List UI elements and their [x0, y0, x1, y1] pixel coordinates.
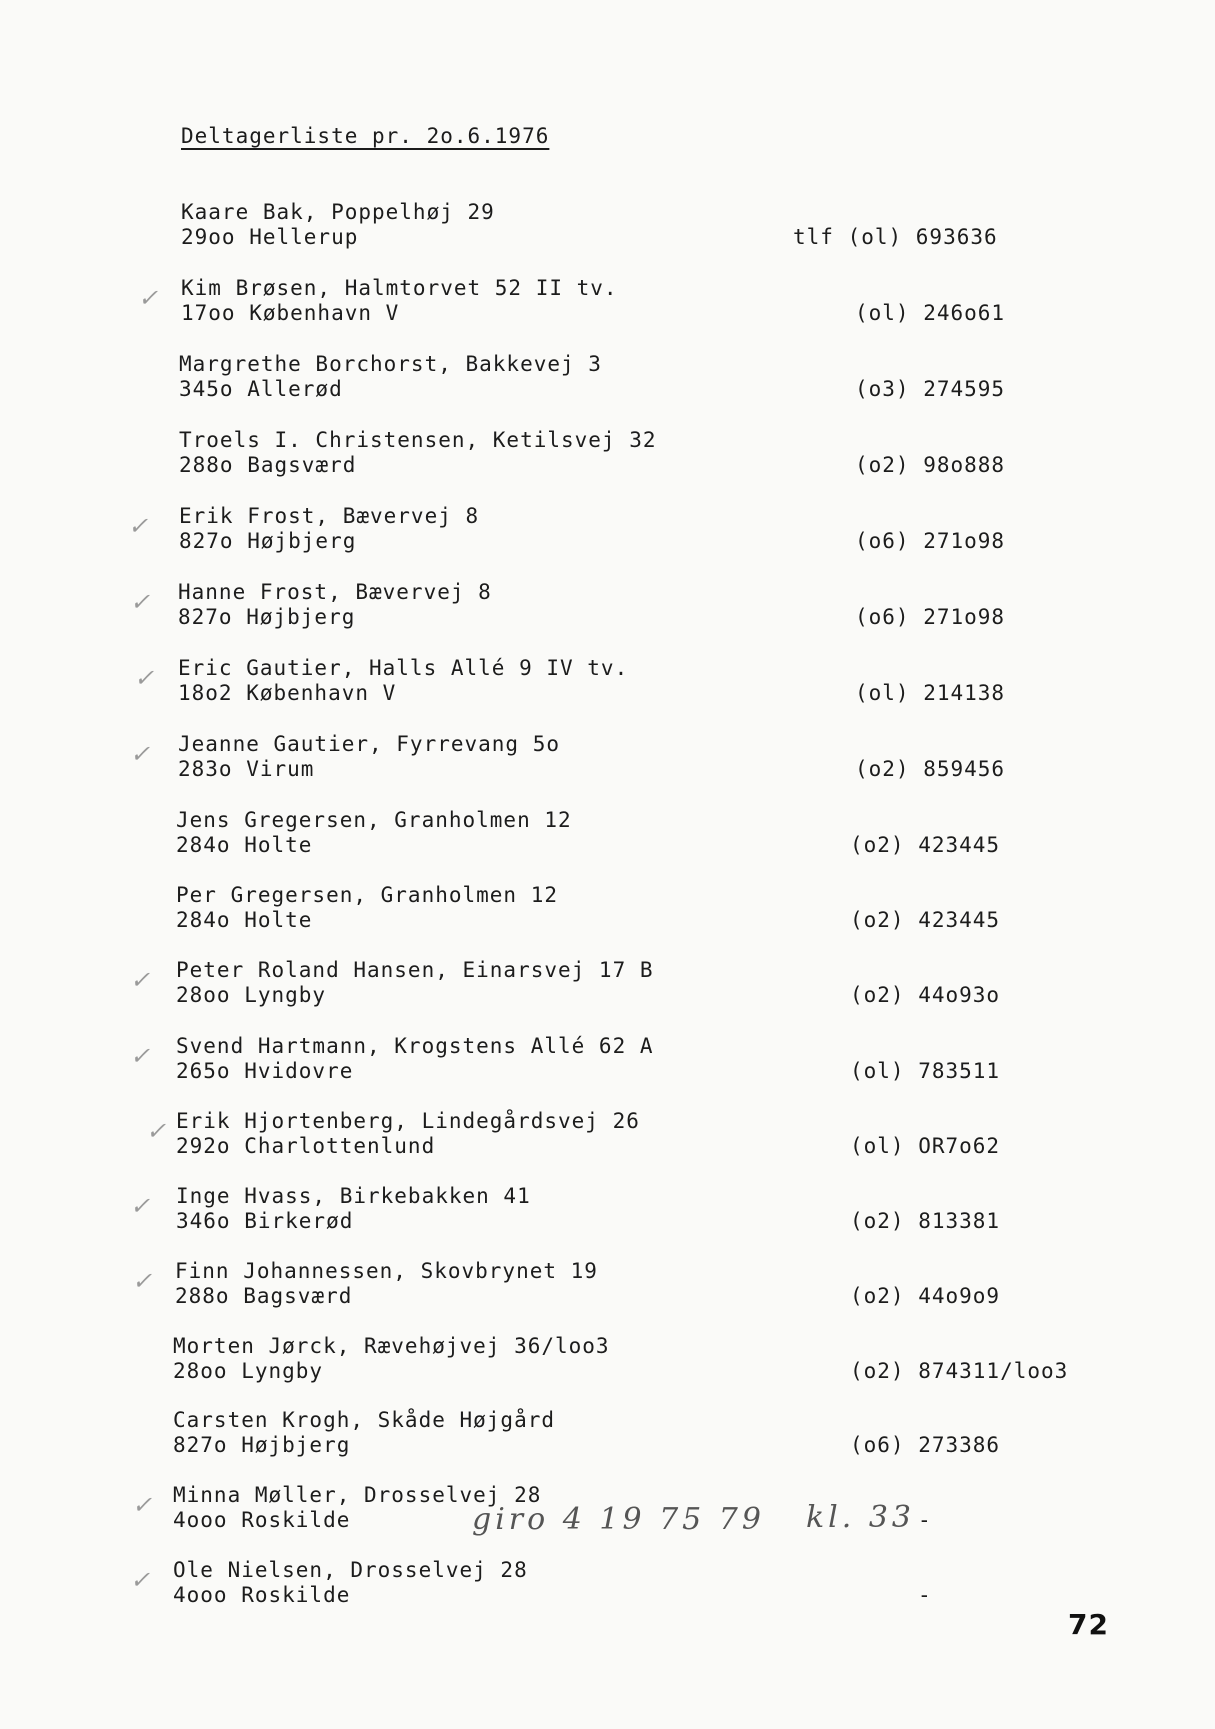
list-item [0, 428, 1215, 488]
participant-phone: (o3) 274595 [855, 377, 1006, 401]
check-mark-icon: ✓ [130, 1192, 151, 1220]
participant-phone: (o2) 98o888 [855, 453, 1006, 477]
participant-postal-city: 18o2 København V [178, 681, 397, 705]
participant-name-address: Minna Møller, Drosselvej 28 [173, 1483, 542, 1507]
participant-phone: (o2) 859456 [855, 757, 1006, 781]
participant-postal-city: 345o Allerød [179, 377, 343, 401]
participant-postal-city: 288o Bagsværd [179, 453, 357, 477]
participant-phone: - [918, 1508, 932, 1532]
participant-name-address: Carsten Krogh, Skåde Højgård [173, 1408, 556, 1432]
participant-postal-city: 28oo Lyngby [176, 983, 327, 1007]
participant-phone: tlf (ol) 693636 [793, 225, 998, 249]
participant-postal-city: 17oo København V [181, 301, 400, 325]
check-mark-icon: ✓ [128, 512, 149, 540]
list-item [0, 808, 1215, 868]
participant-phone: (o2) 813381 [850, 1209, 1001, 1233]
participant-name-address: Peter Roland Hansen, Einarsvej 17 B [176, 958, 654, 982]
participant-postal-city: 284o Holte [176, 908, 313, 932]
check-mark-icon: ✓ [130, 1566, 151, 1594]
participant-phone: (o2) 423445 [850, 833, 1001, 857]
check-mark-icon: ✓ [138, 284, 159, 312]
list-item [0, 504, 1215, 564]
participant-name-address: Svend Hartmann, Krogstens Allé 62 A [176, 1034, 654, 1058]
handwritten-giro-note: giro 4 19 75 79 [472, 1502, 765, 1537]
list-item [0, 1109, 1215, 1169]
participant-postal-city: 28oo Lyngby [173, 1359, 324, 1383]
list-item [0, 1334, 1215, 1394]
participant-name-address: Erik Frost, Bævervej 8 [179, 504, 480, 528]
participant-postal-city: 827o Højbjerg [178, 605, 356, 629]
list-item [0, 1558, 1215, 1618]
list-item [0, 656, 1215, 716]
participant-postal-city: 827o Højbjerg [179, 529, 357, 553]
list-item [0, 1184, 1215, 1244]
check-mark-icon: ✓ [146, 1117, 167, 1145]
participant-name-address: Erik Hjortenberg, Lindegårdsvej 26 [176, 1109, 640, 1133]
check-mark-icon: ✓ [134, 664, 155, 692]
participant-phone: - [918, 1583, 932, 1607]
participant-name-address: Kim Brøsen, Halmtorvet 52 II tv. [181, 276, 618, 300]
participant-phone: (ol) 246o61 [855, 301, 1006, 325]
participant-phone: (ol) 783511 [850, 1059, 1001, 1083]
list-item [0, 1408, 1215, 1468]
participant-name-address: Finn Johannessen, Skovbrynet 19 [175, 1259, 598, 1283]
page-number: 72 [1068, 1608, 1109, 1641]
participant-name-address: Margrethe Borchorst, Bakkevej 3 [179, 352, 602, 376]
participant-name-address: Ole Nielsen, Drosselvej 28 [173, 1558, 528, 1582]
participant-postal-city: 292o Charlottenlund [176, 1134, 436, 1158]
participant-postal-city: 284o Holte [176, 833, 313, 857]
check-mark-icon: ✓ [130, 966, 151, 994]
participant-phone: (o2) 44o9o9 [850, 1284, 1001, 1308]
participant-phone: (o6) 273386 [850, 1433, 1001, 1457]
participant-postal-city: 283o Virum [178, 757, 315, 781]
check-mark-icon: ✓ [132, 1267, 153, 1295]
check-mark-icon: ✓ [130, 588, 151, 616]
list-item [0, 352, 1215, 412]
participant-phone: (ol) 214138 [855, 681, 1006, 705]
participant-name-address: Hanne Frost, Bævervej 8 [178, 580, 492, 604]
participant-name-address: Kaare Bak, Poppelhøj 29 [181, 200, 495, 224]
participant-phone: (o2) 44o93o [850, 983, 1001, 1007]
participant-name-address: Jens Gregersen, Granholmen 12 [176, 808, 572, 832]
list-item [0, 1259, 1215, 1319]
participant-postal-city: 827o Højbjerg [173, 1433, 351, 1457]
participant-phone: (o6) 271o98 [855, 529, 1006, 553]
participant-name-address: Eric Gautier, Halls Allé 9 IV tv. [178, 656, 629, 680]
participant-phone: (o6) 271o98 [855, 605, 1006, 629]
list-item [0, 580, 1215, 640]
participant-postal-city: 265o Hvidovre [176, 1059, 354, 1083]
participant-postal-city: 4ooo Roskilde [173, 1583, 351, 1607]
participant-postal-city: 288o Bagsværd [175, 1284, 353, 1308]
check-mark-icon: ✓ [130, 740, 151, 768]
list-item [0, 958, 1215, 1018]
list-item [0, 200, 1215, 260]
participant-name-address: Per Gregersen, Granholmen 12 [176, 883, 559, 907]
list-item [0, 883, 1215, 943]
document-title: Deltagerliste pr. 2o.6.1976 [181, 124, 550, 148]
participant-postal-city: 346o Birkerød [176, 1209, 354, 1233]
list-item [0, 732, 1215, 792]
handwritten-kl-note: kl. 33 [806, 1500, 916, 1535]
participant-phone: (ol) OR7o62 [850, 1134, 1001, 1158]
participant-name-address: Troels I. Christensen, Ketilsvej 32 [179, 428, 657, 452]
participant-name-address: Morten Jørck, Ræveh​øjvej 36/loo3 [173, 1334, 610, 1358]
participant-postal-city: 29oo Hellerup [181, 225, 359, 249]
participant-name-address: Jeanne Gautier, Fyrrevang 5o [178, 732, 561, 756]
participant-phone: (o2) 423445 [850, 908, 1001, 932]
list-item [0, 1034, 1215, 1094]
check-mark-icon: ✓ [132, 1491, 153, 1519]
participant-phone: (o2) 874311/loo3 [850, 1359, 1069, 1383]
participant-postal-city: 4ooo Roskilde [173, 1508, 351, 1532]
participant-name-address: Inge Hvass, Birkebakken 41 [176, 1184, 531, 1208]
check-mark-icon: ✓ [130, 1042, 151, 1070]
list-item [0, 276, 1215, 336]
